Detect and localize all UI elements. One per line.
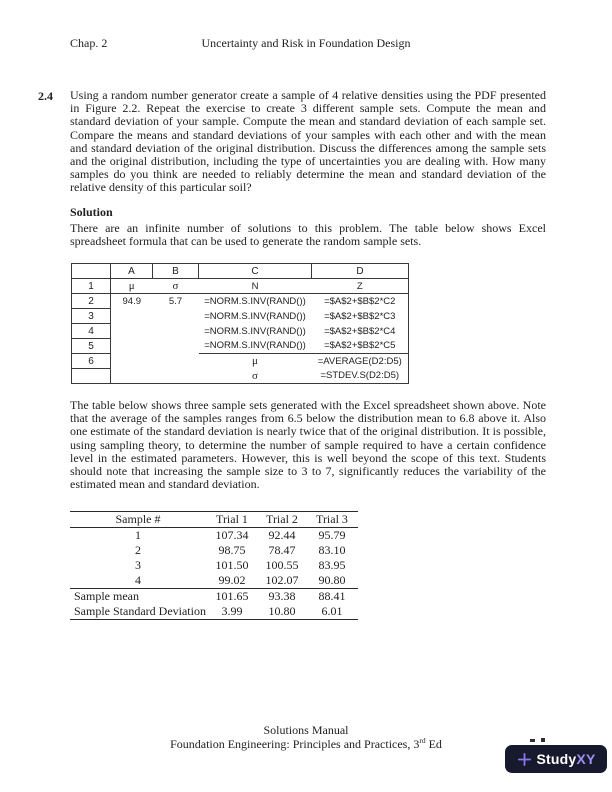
results-value: 98.75: [218, 543, 246, 557]
excel-row-number: 6: [72, 354, 111, 369]
page-header: [0, 36, 612, 52]
footer-book-text: Foundation Engineering: Principles and Practices, 3: [170, 736, 420, 751]
results-sample-mean-row: [70, 589, 358, 605]
solution-heading: Solution: [70, 205, 113, 219]
sample-results-table: [70, 511, 358, 620]
excel-cell-d2: =$A$2+$B$2*C2: [324, 295, 396, 307]
excel-cell-c2: =NORM.S.INV(RAND()): [204, 295, 306, 307]
excel-cell-a6: [111, 354, 153, 369]
results-sample-number: 3: [134, 558, 141, 572]
results-header-trial1: Trial 1: [206, 512, 258, 528]
plus-icon: [517, 752, 532, 767]
running-title: Uncertainty and Risk in Foundation Design: [201, 36, 411, 50]
excel-cell-d3: =$A$2+$B$2*C3: [324, 310, 396, 322]
excel-cell-b3: [153, 309, 199, 324]
footer-manual-title: Solutions Manual: [263, 723, 349, 737]
excel-cell-c4: =NORM.S.INV(RAND()): [204, 325, 306, 337]
excel-spreadsheet-table: [71, 263, 409, 384]
excel-cell-c5: =NORM.S.INV(RAND()): [199, 339, 312, 354]
results-value: 6.01: [321, 604, 343, 618]
studyxy-watermark-badge: [505, 745, 607, 773]
results-summary-label: Sample Standard Deviation: [74, 604, 206, 618]
excel-row-1: [72, 279, 409, 294]
results-value: 101.65: [206, 589, 258, 605]
solution-intro-paragraph: There are an infinite number of solutions to this problem. The table below shows Excel spreadsheet formula that can be used to generate the random sample sets.: [70, 221, 546, 249]
excel-row-6: [72, 354, 409, 369]
chapter-label: Chap. 2: [70, 36, 108, 50]
excel-cell-b5: [153, 339, 199, 354]
problem-number: 2.4: [38, 89, 53, 103]
obscured-text-remnant: [530, 739, 535, 742]
results-header-trial2: Trial 2: [258, 512, 306, 528]
results-value: 99.02: [218, 573, 246, 587]
excel-cell-a5: [111, 339, 153, 354]
excel-cell-a3: [111, 309, 153, 324]
excel-cell-d6: =AVERAGE(D2:D5): [317, 355, 402, 367]
results-row-1: [70, 528, 358, 544]
excel-cell-c6: μ: [252, 355, 258, 368]
footer-edition-tail: Ed: [425, 736, 442, 751]
results-summary-label: Sample mean: [70, 589, 206, 605]
excel-col-header-d: D: [312, 264, 409, 279]
results-row-3: [70, 558, 358, 573]
results-row-4: [70, 573, 358, 589]
excel-cell-a4: [111, 324, 153, 339]
results-value: 78.47: [268, 543, 296, 557]
excel-cell-b7: [153, 369, 199, 384]
studyxy-logo-text: [537, 751, 596, 767]
results-sample-number: 2: [134, 543, 141, 557]
excel-row-number: [72, 369, 111, 384]
results-value: 95.79: [318, 528, 346, 542]
results-row-2: [70, 543, 358, 558]
excel-row-number: 3: [72, 309, 111, 324]
results-value: 101.50: [215, 558, 249, 572]
excel-cell-a7: [111, 369, 153, 384]
results-value: 92.44: [268, 528, 296, 542]
excel-cell-b2: 5.7: [168, 295, 183, 307]
excel-cell-d5: =$A$2+$B$2*C5: [312, 339, 409, 354]
results-value: 93.38: [258, 589, 306, 605]
excel-row-number: 4: [72, 324, 111, 339]
excel-row-number: 5: [72, 339, 111, 354]
excel-cell-c1: N: [199, 279, 312, 294]
results-value: 107.34: [215, 528, 249, 542]
excel-cell-c3: =NORM.S.INV(RAND()): [204, 310, 306, 322]
excel-row-number: 2: [72, 294, 111, 309]
studyxy-xy-text: XY: [576, 751, 596, 767]
excel-cell-c7: σ: [252, 369, 258, 382]
results-sample-number: 4: [134, 573, 141, 587]
excel-cell-b6: [153, 354, 199, 369]
problem-statement: Using a random number generator create a sample of 4 relative densities using the PDF presented in Figure 2.2. Repeat the exercise to create 3 different sample sets. Compute the mean and standard deviation of your sample. Compute the mean and standard deviation of each sample set. Compare the means and standard deviations of your samples with each other and with the mean and standard deviation of the original distribution. Discuss the differences among the sample sets and the original distribution, including the type of uncertainties you are dealing with. How many samples do you think are needed to reliably determine the mean and standard deviation of the relative density of this particular soil?: [70, 88, 546, 195]
excel-cell-d1: Z: [312, 279, 409, 294]
results-value: 102.07: [265, 573, 299, 587]
results-value: 100.55: [265, 558, 299, 572]
excel-cell-b4: [153, 324, 199, 339]
discussion-paragraph: The table below shows three sample sets generated with the Excel spreadsheet shown above. Note that the average of the samples ranges from 6.5 below the distribution mean to 6.8 above it. Also one estimate of the standard deviation is nearly twice that of the original distribution. It is possible, using sampling theory, to determine the number of sample required to have a certain confidence level in the estimated parameters. However, this is well beyond the scope of this text. Students should note that increasing the sample size to 3 to 7, significantly reduces the variability of the estimated mean and standard deviation.: [70, 398, 546, 492]
studyxy-study-text: Study: [536, 751, 577, 767]
excel-col-header-b: B: [153, 264, 199, 279]
results-header-sample: Sample #: [70, 512, 206, 528]
excel-cell-a2: 94.9: [122, 295, 141, 307]
excel-row-7: [72, 369, 409, 384]
obscured-text-remnant: [541, 738, 545, 742]
results-header-row: [70, 512, 358, 528]
excel-row-4: [72, 324, 409, 339]
results-header-trial3: Trial 3: [306, 512, 358, 528]
footer-edition-superscript: rd: [419, 735, 426, 745]
excel-row-3: [72, 309, 409, 324]
results-value: 10.80: [268, 604, 296, 618]
excel-col-header-a: A: [111, 264, 153, 279]
excel-corner-cell: [72, 264, 111, 279]
excel-row-2: [72, 294, 409, 309]
results-sample-number: 1: [134, 528, 141, 542]
excel-row-number: 1: [72, 279, 111, 294]
results-value: 90.80: [318, 573, 346, 587]
excel-column-header-row: [72, 264, 409, 279]
results-value: 3.99: [221, 604, 243, 618]
excel-col-header-c: C: [199, 264, 312, 279]
results-value: 83.10: [318, 543, 346, 557]
excel-cell-d4: =$A$2+$B$2*C4: [324, 325, 396, 337]
excel-cell-b1: σ: [153, 279, 199, 294]
excel-row-5: [72, 339, 409, 354]
results-value: 88.41: [306, 589, 358, 605]
results-value: 83.95: [318, 558, 346, 572]
excel-cell-d7: =STDEV.S(D2:D5): [320, 370, 400, 382]
results-std-dev-row: [70, 604, 358, 620]
excel-cell-a1: μ: [111, 279, 153, 294]
